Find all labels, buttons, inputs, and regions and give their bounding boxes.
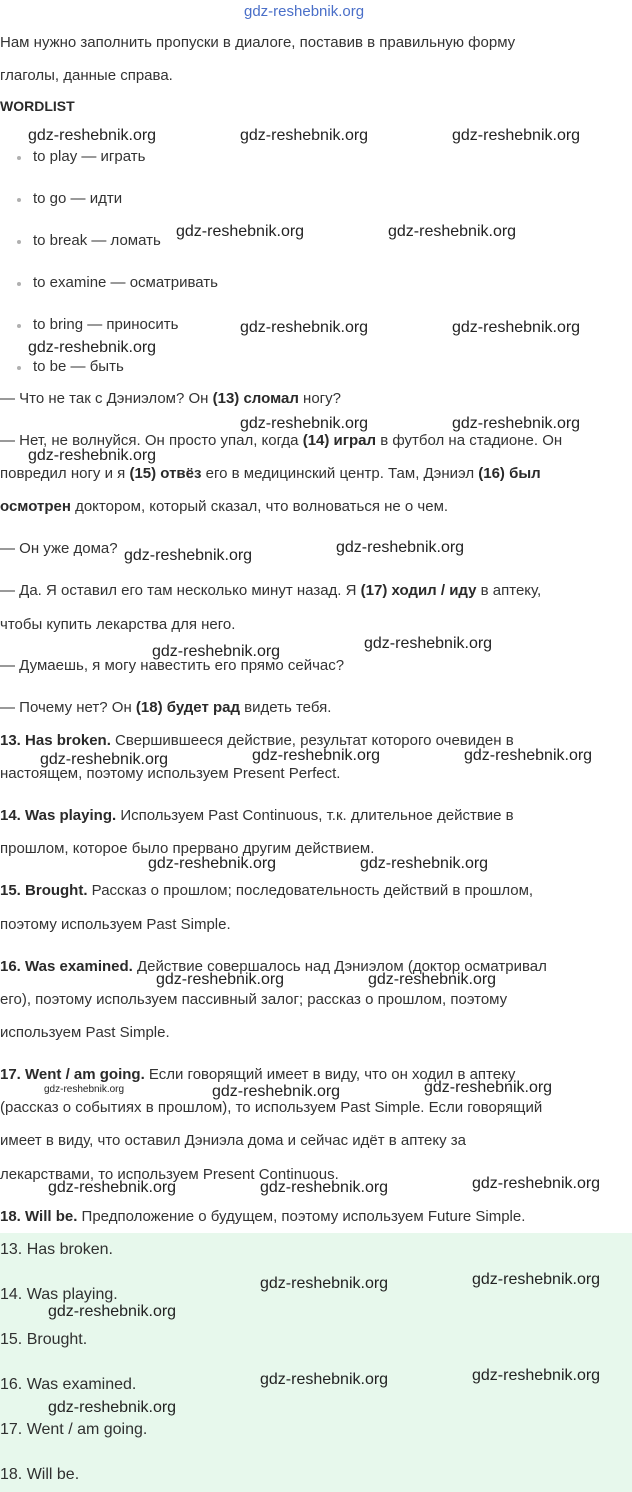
watermark: gdz-reshebnik.org [452,415,581,432]
explanation-line: (рассказ о событиях в прошлом), то используем Past Simple. Если говорящий [0,1099,543,1116]
explanation-line: имеет в виду, что оставил Дэниэла дома и сейчас идёт в аптеку за [0,1132,467,1149]
explanation-line: лекарствами, то используем Present Continuous. [0,1166,339,1183]
explanation-label: 16. Was examined. [0,958,133,975]
dialogue-answer: (14) играл [302,432,377,449]
watermark: gdz-reshebnik.org [48,1399,177,1416]
watermark: gdz-reshebnik.org [472,1367,601,1384]
watermark: gdz-reshebnik.org [40,751,169,768]
watermark: gdz-reshebnik.org [240,127,369,144]
wordlist-item-label: to examine — осматривать [33,274,218,291]
watermark: gdz-reshebnik.org [28,127,157,144]
explanation-label: 14. Was playing. [0,807,117,824]
dialogue-text: в футбол на стадионе. Он [376,432,563,449]
dialogue-line: — Думаешь, я могу навестить его прямо сейчас? [0,657,345,674]
explanation-text: Рассказ о прошлом; последовательность действий в прошлом, [87,882,534,899]
dialogue-text: — Нет, не волнуйся. Он просто упал, когда [0,432,303,449]
explanation-label: 15. Brought. [0,882,88,899]
dialogue-text: доктором, который сказал, что волноваться не о чем. [70,498,449,515]
bullet-icon [17,324,21,328]
dialogue-answer: (17) ходил / иду [360,582,477,599]
explanation-15 [0,882,533,899]
dialogue-line [0,582,541,599]
explanation-text: Предположение о будущем, поэтому используем Future Simple. [77,1208,526,1225]
answer-item: 15. Brought. [0,1331,88,1348]
explanation-text: Действие совершалось над Дэниэлом (доктор осматривал [132,958,547,975]
dialogue-text: — Что не так с Дэниэлом? Он [0,390,213,407]
wordlist-title: WORDLIST [0,98,75,114]
watermark: gdz-reshebnik.org [240,319,369,336]
dialogue-text: — Почему нет? Он [0,699,136,716]
watermark: gdz-reshebnik.org [48,1179,177,1196]
intro-line-1: Нам нужно заполнить пропуски в диалоге, поставив в правильную форму [0,34,516,51]
dialogue-text: его в медицинский центр. Там, Дэниэл [201,465,479,482]
watermark: gdz-reshebnik.org [452,319,581,336]
wordlist-item-label: to bring — приносить [33,316,179,333]
watermark: gdz-reshebnik.org [240,415,369,432]
explanation-14 [0,807,514,824]
wordlist-item-label: to play — играть [33,148,146,165]
explanation-text: Используем Past Continuous, т.к. длительное действие в [116,807,514,824]
dialogue-line: — Он уже дома? [0,540,118,557]
explanation-line: прошлом, которое было прервано другим действием. [0,840,375,857]
explanation-line: настоящем, поэтому используем Present Perfect. [0,765,341,782]
watermark: gdz-reshebnik.org [368,971,497,988]
watermark: gdz-reshebnik.org [148,855,277,872]
answer-item: 17. Went / am going. [0,1421,148,1438]
dialogue-text: в аптеку, [476,582,542,599]
answer-item: 13. Has broken. [0,1241,113,1258]
watermark: gdz-reshebnik.org [464,747,593,764]
explanation-line: используем Past Simple. [0,1024,170,1041]
explanation-18 [0,1208,525,1225]
watermark: gdz-reshebnik.org [152,643,281,660]
dialogue-answer: (13) сломал [212,390,299,407]
explanation-line: его), поэтому используем пассивный залог; рассказ о прошлом, поэтому [0,991,508,1008]
answer-item: 14. Was playing. [0,1286,118,1303]
watermark: gdz-reshebnik.org [124,547,253,564]
explanation-label: 18. Will be. [0,1208,78,1225]
dialogue-text: ногу? [298,390,341,407]
watermark: gdz-reshebnik.org [176,223,305,240]
dialogue-line [0,498,448,515]
watermark: gdz-reshebnik.org [28,447,157,464]
dialogue-text: видеть тебя. [240,699,332,716]
answer-item: 18. Will be. [0,1466,80,1483]
bullet-icon [17,240,21,244]
watermark: gdz-reshebnik.org [48,1303,177,1320]
explanation-text: Свершившееся действие, результат которого очевиден в [110,732,514,749]
dialogue-answer: (15) отвёз [129,465,202,482]
dialogue-line [0,465,541,482]
watermark: gdz-reshebnik.org [212,1083,341,1100]
wordlist-item-label: to be — быть [33,358,124,375]
watermark: gdz-reshebnik.org [336,539,465,556]
watermark: gdz-reshebnik.org [44,1084,125,1095]
watermark: gdz-reshebnik.org [388,223,517,240]
dialogue-line [0,699,331,716]
watermark: gdz-reshebnik.org [424,1079,553,1096]
watermark: gdz-reshebnik.org [472,1175,601,1192]
explanation-label: 17. Went / am going. [0,1066,145,1083]
dialogue-text: — Да. Я оставил его там несколько минут назад. Я [0,582,361,599]
watermark: gdz-reshebnik.org [360,855,489,872]
wordlist-item-label: to break — ломать [33,232,161,249]
watermark-top: gdz-reshebnik.org [244,3,365,20]
bullet-icon [17,282,21,286]
explanation-text: Если говорящий имеет в виду, что он ходил в аптеку [144,1066,516,1083]
watermark: gdz-reshebnik.org [260,1179,389,1196]
explanation-label: 13. Has broken. [0,732,111,749]
bullet-icon [17,366,21,370]
dialogue-answer: (18) будет рад [135,699,240,716]
watermark: gdz-reshebnik.org [364,635,493,652]
dialogue-answer: осмотрен [0,498,71,515]
dialogue-answer: (16) был [478,465,541,482]
dialogue-line [0,390,341,407]
bullet-icon [17,156,21,160]
wordlist-item-label: to go — идти [33,190,123,207]
bullet-icon [17,198,21,202]
watermark: gdz-reshebnik.org [260,1275,389,1292]
watermark: gdz-reshebnik.org [156,971,285,988]
dialogue-text: повредил ногу и я [0,465,130,482]
explanation-line: поэтому используем Past Simple. [0,916,231,933]
dialogue-line: чтобы купить лекарства для него. [0,616,236,633]
watermark: gdz-reshebnik.org [28,339,157,356]
watermark: gdz-reshebnik.org [252,747,381,764]
answer-item: 16. Was examined. [0,1376,137,1393]
watermark: gdz-reshebnik.org [452,127,581,144]
intro-line-2: глаголы, данные справа. [0,67,173,84]
watermark: gdz-reshebnik.org [260,1371,389,1388]
watermark: gdz-reshebnik.org [472,1271,601,1288]
